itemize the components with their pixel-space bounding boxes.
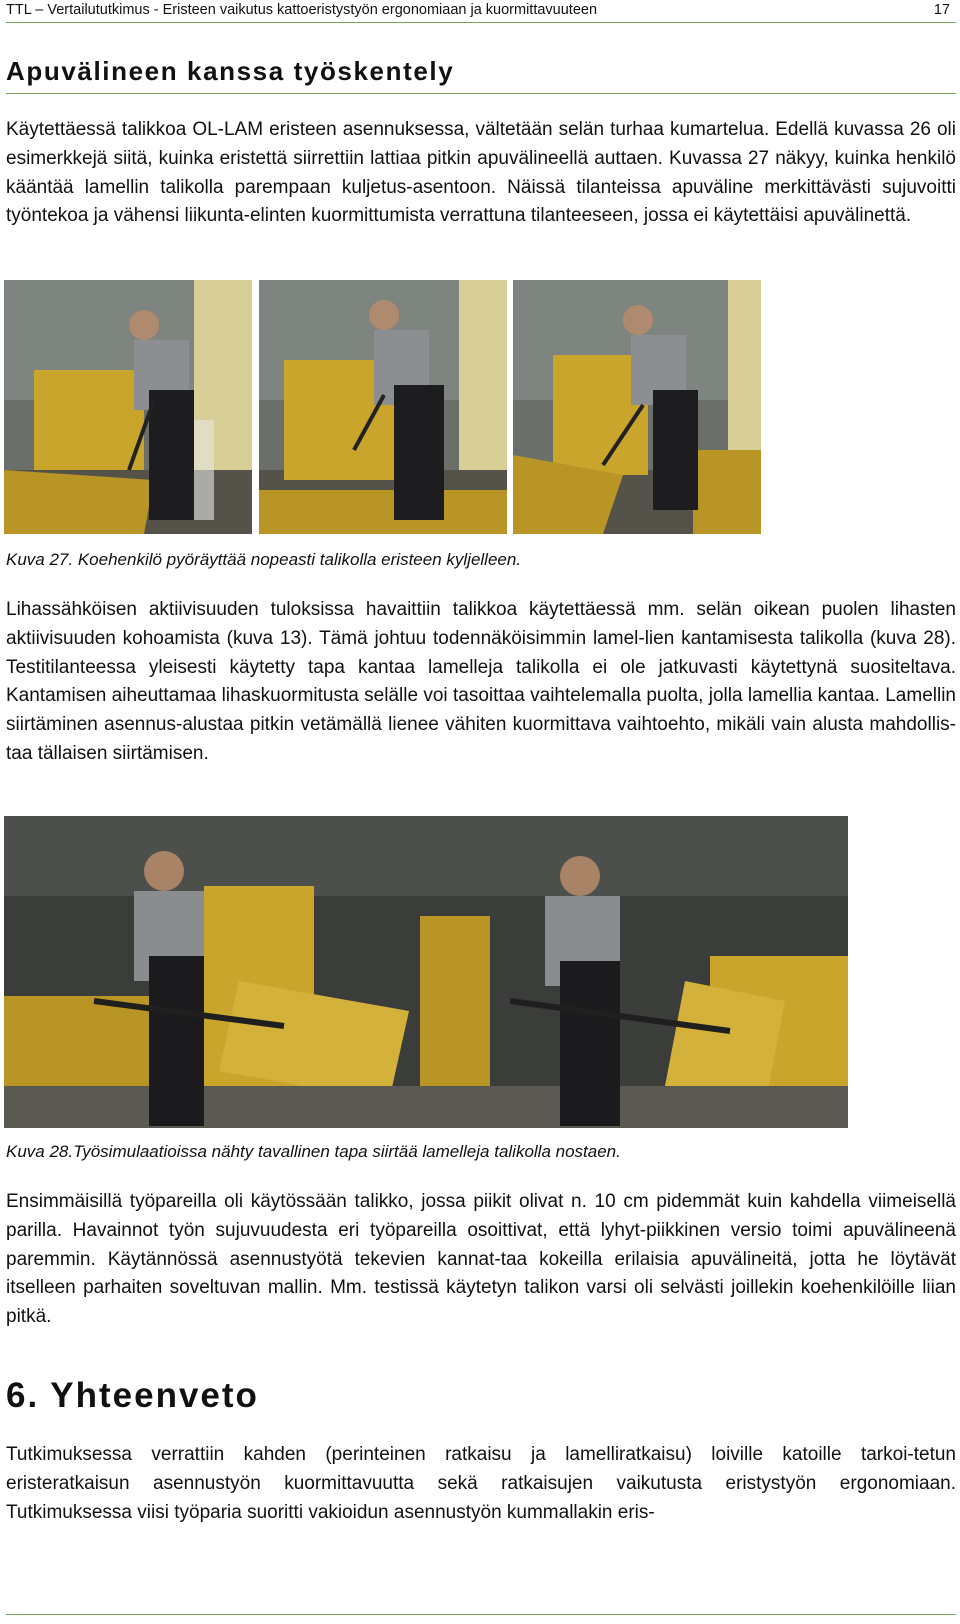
- paragraph-1: Käytettäessä talikkoa OL-LAM eristeen asennuksessa, vältetään selän turhaa kumartelua. Edellä kuvassa 26 oli esimerkkejä siitä, kuinka eristettä siirrettiin lattiaa pitkin apuvälineellä auttaen. Kuvassa 27 näkyy, kuinka henkilö kääntää lamellin talikolla parempaan kuljetus-asentoon. Näissä tilanteissa apuväline merkittävästi sujuvoitti työntekoa ja vähensi liikunta-elinten kuormittumista verrattuna tilanteeseen, jossa ei käytettäisi apuvälinettä.: [6, 119, 956, 227]
- chapter-title: 6. Yhteenveto: [6, 1376, 259, 1415]
- figure-27-caption: Kuva 27. Koehenkilö pyöräyttää nopeasti talikolla eristeen kyljelleen.: [6, 550, 522, 569]
- figure-28-caption: Kuva 28.Työsimulaatioissa nähty tavallinen tapa siirtää lamelleja talikolla nostaen.: [6, 1142, 621, 1161]
- page-header: [6, 0, 956, 23]
- footer-rule: [6, 1614, 956, 1615]
- figure-28-photo-2: [420, 816, 848, 1128]
- figure-28-photo-1: [4, 816, 420, 1128]
- figure-27-photo-2: [259, 280, 507, 534]
- paragraph-3: Ensimmäisillä työpareilla oli käytössään talikko, jossa piikit olivat n. 10 cm pidemmät kuin kahdella viimeisellä parilla. Havainnot työn sujuvuudesta eri työpareilla osoittivat, että lyhyt-piikkinen versio toimi apuvälineenä paremmin. Käytännössä asennustyötä tekevien kannat-taa kokeilla erilaisia apuvälineitä, jotta he löytävät itselleen parhaiten soveltuvan mallin. Mm. testissä käytetyn talikon varsi oli selvästi joillekin koehenkilöille liian pitkä.: [6, 1191, 956, 1328]
- section-title: Apuvälineen kanssa työskentely: [6, 56, 956, 94]
- page-number: 17: [933, 2, 950, 18]
- paragraph-4: Tutkimuksessa verrattiin kahden (perinteinen ratkaisu ja lamelliratkaisu) loiville katoille tarkoi-tetun eristeratkaisun asennustyön kuormittavuutta sekä ratkaisujen vaikutusta eristystyön ergonomiaan. Tutkimuksessa viisi työparia suoritti vakioidun asennustyön kummallakin eris-: [6, 1444, 956, 1523]
- running-header: TTL – Vertailututkimus - Eristeen vaikutus kattoeristystyön ergonomiaan ja kuormittavuuteen: [6, 2, 598, 18]
- paragraph-2: Lihassähköisen aktiivisuuden tuloksissa havaittiin talikkoa käytettäessä mm. selän oikean puolen lihasten aktiivisuuden kohoamista (kuva 13). Tämä johtuu todennäköisimmin lamel-lien kantamisesta talikolla (kuva 28). Testitilanteessa yleisesti käytetty tapa kantaa lamelleja talikolla ei ole jatkuvasti käytettynä suositeltava. Kantamisen aiheuttamaa lihaskuormitusta selälle voi tasoittaa vaihtelemalla puolta, jolla lamellia kantaa. Lamellin siirtäminen asennus-alustaa pitkin vetämällä lienee vähiten kuormittava vaihtoehto, mikäli vain alusta mahdollis-taa tällaisen siirtämisen.: [6, 599, 956, 764]
- figure-27-photo-1: [4, 280, 252, 534]
- figure-27-photo-3: [513, 280, 761, 534]
